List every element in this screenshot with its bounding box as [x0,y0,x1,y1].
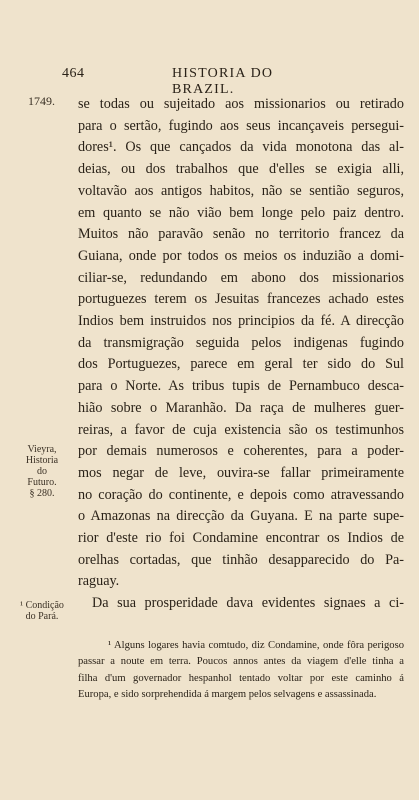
text-line: em quanto se não vião bem longe pelo paiz dentro. [78,204,404,221]
margin-reference-line: Vieyra, [27,444,57,455]
text-line: Guiana, onde por todos os meios os induzião a domi- [78,247,404,264]
text-line: rior d'este rio foi Condamine encontrar os Indios de [78,530,404,547]
footnote-line: filha d'um governador hespanhol tentado voltar por este caminho á [78,672,404,684]
text-line: Muitos não paravão senão no territorio francez da [78,226,404,243]
text-line: raguay. [78,573,120,590]
text-line: se todas ou sujeitado aos missionarios ou retirado [78,96,404,112]
margin-year: 1749. [28,94,55,108]
page-header [62,66,333,97]
footnote-line: ¹ Alguns logares havia comtudo, diz Condamine, onde fôra perigoso [108,640,404,651]
paragraph-start: Da sua prosperidade dava evidentes signaes a ci- [92,595,404,612]
margin-condition [16,600,68,622]
text-line: o Amazonas na direcção da Guyana. E na parte supe- [78,508,404,525]
margin-condition-line: do Pará. [25,611,59,622]
text-line: orelhas cortadas, que tinhão desapparecido do Pa- [78,551,404,568]
margin-reference-line: Historia do [25,455,59,477]
text-line: voltavão aos antigos habitos, não se sentião seguros, [78,182,404,199]
body-text [78,94,404,615]
text-line: mos negar de leve, ouvira-se fallar primeiramente [78,464,404,481]
text-line: para o Norte. As tribus tupis de Pernambuco desca- [78,378,404,395]
text-line: ciliar-se, redundando em abono dos missionarios [78,269,404,286]
text-line: reiras, a favor de cuja existencia são os testimunhos [78,421,404,438]
text-line: deias, ou dos trabalhos que d'elles se exigia alli, [78,161,404,178]
text-line: portuguezes terem os Jesuitas francezes achado estes [78,291,404,308]
text-line: hião sobre o Maranhão. Da raça de mulheres guer- [78,399,404,416]
footnote-line: Europa, e sido sorprehendida á margem pelos selvagens e assassinada. [78,688,377,700]
margin-reference-line: § 280. [29,488,55,499]
text-line: por demais numerosos e coherentes, para a poder- [78,443,404,460]
footnote-line: passar a noute em terra. Poucos annos antes da viagem d'elle tinha a [78,656,404,668]
text-line: no coração do continente, e depois como atravessando [78,486,404,503]
margin-reference-line: Futuro. [27,477,57,488]
footnote [78,638,404,703]
text-line: Indios bem instruidos nos principios da fé. A direcção [78,313,404,330]
margin-condition-line: ¹ Condição [20,600,64,611]
text-line: dores¹. Os que cançados da vida monotona das al- [78,139,404,156]
text-line: dos Portuguezes, parece em geral ter sido do Sul [78,356,404,373]
text-line: da transmigração seguida pelos indigenas fugindo [78,334,404,351]
margin-reference [20,444,64,499]
page-number: 464 [62,66,85,81]
text-line: para o sertão, fugindo aos seus incançaveis persegui- [78,117,404,134]
running-title: HISTORIA DO BRAZIL. [172,66,274,97]
